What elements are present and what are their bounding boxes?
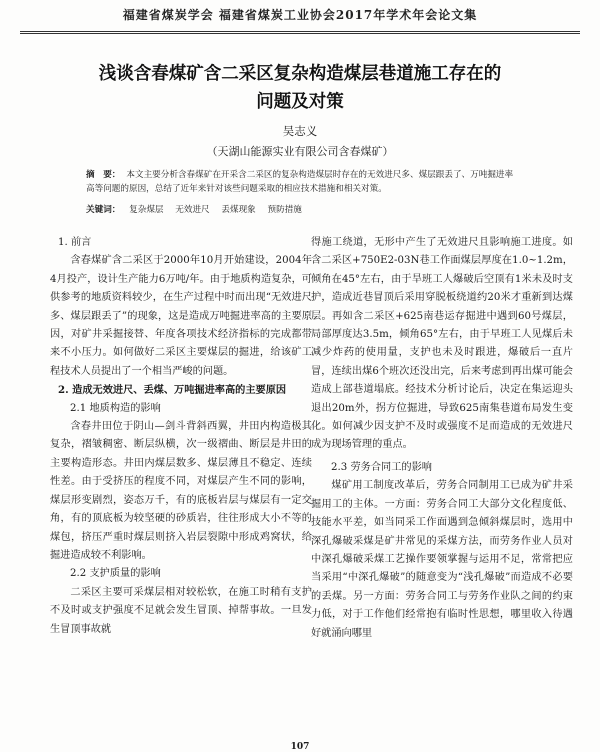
- author: 吴志义: [282, 124, 318, 138]
- subsection-heading: 2.3 劳务合同工的影响: [331, 461, 432, 473]
- keywords: [86, 203, 514, 215]
- paragraph: 得施工绕道，无形中产生了无效进尺且影响施工进度。如含二采区+750E2-03N巷工作面煤层厚度在1.0~1.2m，倾角在45°左右，由于旱班工人爆破后空顶有1米未及时支护，造成近巷冒顶后采用穿脱板绕道约20米才重新到达煤层。再如含二采区+625南巷运存掘进中遇到60号煤层，局部厚度达3.5m，倾角65°左右，由于早班工人见煤后未减少炸药的使用量，支护也未及时跟进，爆破后一直片冒，连续出煤6个班次还没出完，后来考虑到再出煤可能会造成上部巷道塌底。经技术分析讨论后，决定在集运迎头退出20m外，拐方位掘进，导致625南集巷道布局发生变化。如何减少因支护不及时或强度不足而造成的无效进尺成为现场管理的重点。: [311, 237, 573, 451]
- left-column: [50, 234, 312, 639]
- section-heading: 2. 造成无效进尺、丢煤、万吨掘进率高的主要原因: [58, 384, 287, 397]
- affiliation: （天湖山能源实业有限公司含春煤矿）: [206, 145, 394, 158]
- paper-title-line2: 问题及对策: [256, 92, 344, 112]
- running-header: 福建省煤炭学会 福建省煤炭工业协会2017年学术年会论文集: [122, 8, 478, 22]
- paragraph: 含春煤矿含二采区于2000年10月开始建设，2004年4月投产，设计生产能力6万吨/年。由于地质构造复杂，可供参考的地质资料较少，在生产过程中时而出现“无效进尺多、煤层跟丢了”的现象，这是造成万吨掘进率高的主要原因，对矿井采掘接替、年度各项技术经济指标的完成都带来不小压力。如何做好二采区主要煤层的掘进，给该矿工程技术人员提出了一个相当严峻的问题。: [50, 255, 312, 377]
- section-heading: 1. 前言: [58, 237, 92, 248]
- keywords-label: 关键词：: [86, 205, 121, 215]
- paper-title-line1: 浅谈含春煤矿含二采区复杂构造煤层巷道施工存在的: [98, 64, 502, 84]
- header-rule: [20, 31, 580, 32]
- abstract: [86, 169, 514, 196]
- abstract-label: 摘 要：: [86, 170, 121, 180]
- subsection-heading: 2.2 支护质量的影响: [70, 568, 161, 580]
- paragraph: 二采区主要可采煤层相对较松软，在施工时稍有支护不及时或支护强度不足就会发生冒顶、掉帮事故。一旦发生冒顶事故就: [50, 586, 312, 635]
- keyword: 无效进尺: [175, 205, 210, 215]
- keyword: 复杂煤层: [129, 205, 164, 215]
- keyword: 预防措施: [267, 205, 302, 215]
- subsection-heading: 2.1 地质构造的影响: [70, 402, 161, 414]
- keyword: 丢煤现象: [221, 205, 256, 215]
- abstract-text: 本文主要分析含春煤矿在开采含二采区的复杂构造煤层时存在的无效进尺多、煤层跟丢了、万吨掘进率高等问题的原因，总结了近年来针对该些问题采取的相应技术措施和相关对策。: [86, 170, 514, 194]
- paragraph: 煤矿用工制度改革后，劳务合同制用工已成为矿井采掘用工的主体。一方面：劳务合同工大部分文化程度低、技能水平差，如当同采工作面遇到急倾斜煤层时，选用中深孔爆破采煤是矿井常见的采煤方法，而劳务作业人员对中深孔爆破采煤工艺操作要领掌握与运用不足，常常把应当采用“中深孔爆破”的随意变为“浅孔爆破”而造成不必要的丢煤。另一方面：劳务合同工与劳务作业队之间的约束力低，对于工作他们经常抱有临时性思想，哪里收入待遇好就涌向哪里: [311, 480, 573, 639]
- right-column: [311, 234, 573, 643]
- page-number: 107: [290, 742, 310, 752]
- header-rule-secondary: [20, 33, 580, 34]
- paragraph: 含春井田位于阴山—剑斗背斜西翼，井田内构造极其复杂，褶皱稠密、断层纵横，次一级褶曲、断层是井田的主要构造形态。井田内煤层数多、煤层薄且不稳定、连续性差。由于受挤压的程度不同，对煤层产生不同的影响，煤层形变剧烈，姿态万千，有的底板岩层与煤层有一定交角，有的顶底板为较坚硬的砂质岩，往往形成大小不等的煤包，挤压严重时煤层则挤入岩层裂隙中形成鸡窝状，给掘进造成较不利影响。: [50, 421, 312, 561]
